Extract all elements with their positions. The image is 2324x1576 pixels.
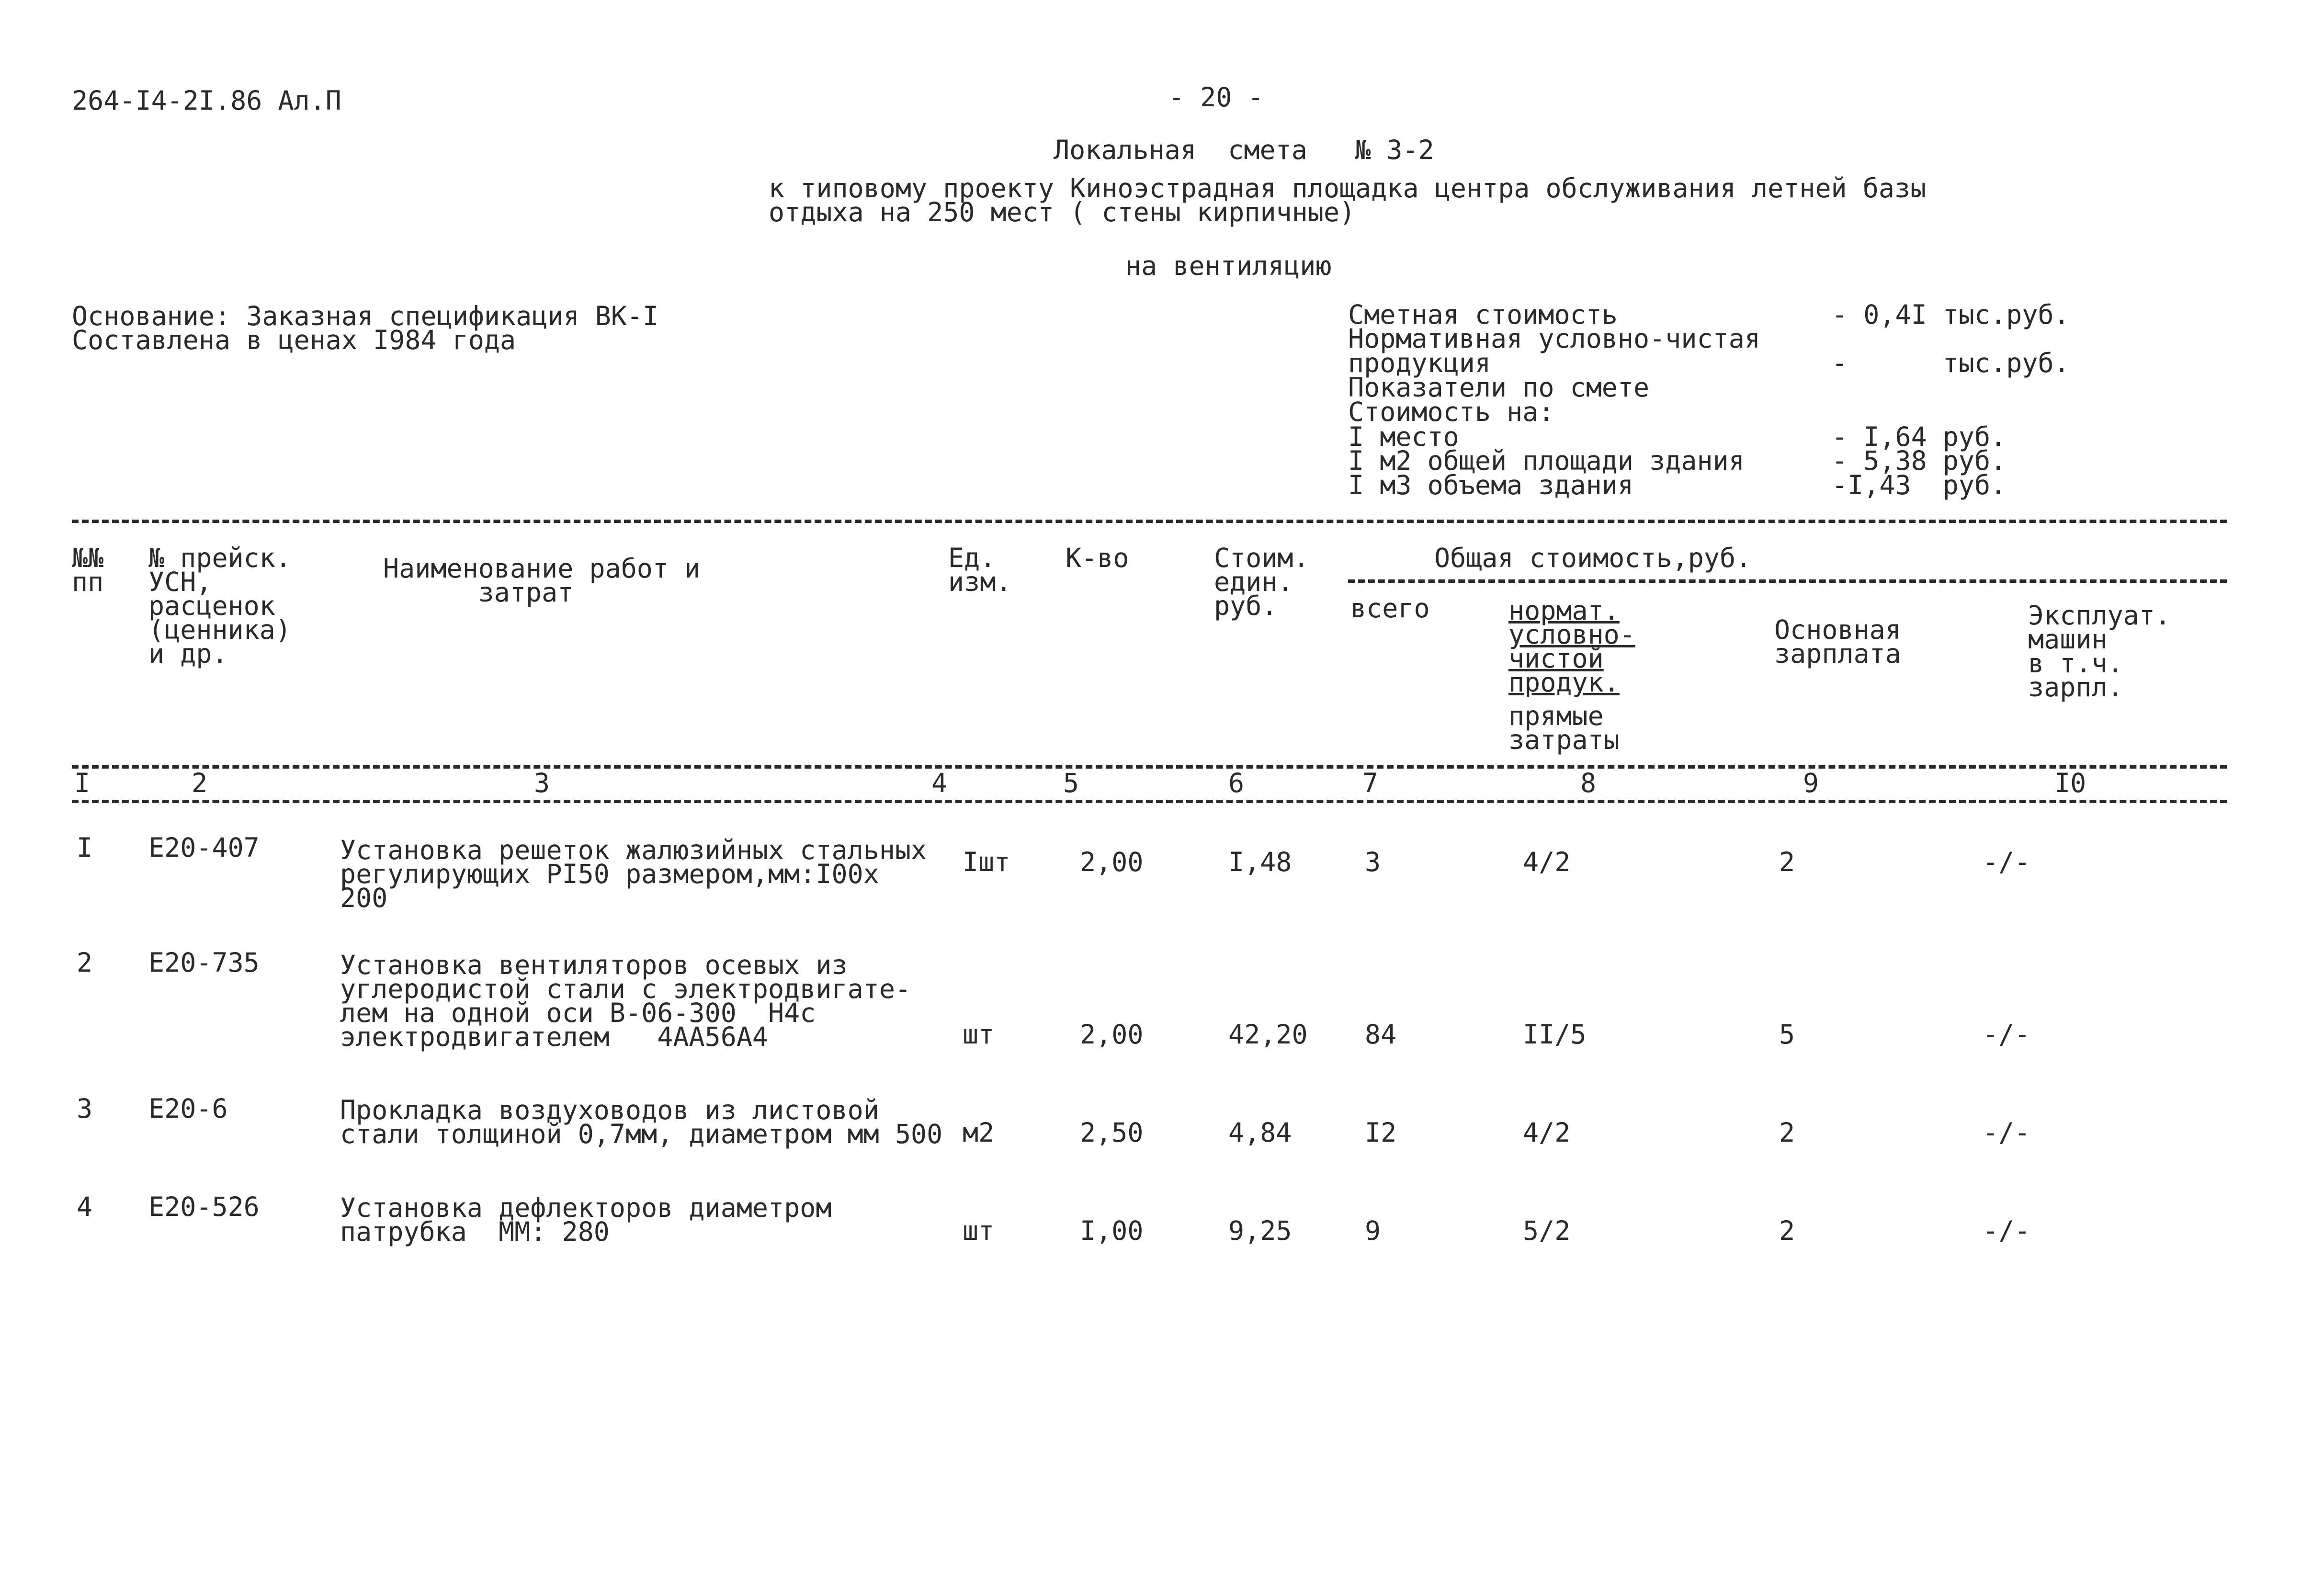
row-total: I2 bbox=[1365, 1117, 1397, 1148]
column-number: 3 bbox=[534, 768, 550, 798]
column-number: 8 bbox=[1580, 768, 1597, 798]
group-header-rule bbox=[1348, 579, 2227, 583]
summary-value: - I,64 руб. bbox=[1832, 421, 2007, 452]
col-header-wage: Основная зарплата bbox=[1774, 614, 1901, 669]
summary-label: I м2 общей площади здания bbox=[1348, 445, 1745, 476]
row-machine: -/- bbox=[1983, 847, 2030, 877]
row-unit: шт bbox=[963, 1019, 995, 1050]
summary-label: продукция bbox=[1348, 348, 1491, 378]
row-number: 4 bbox=[77, 1191, 93, 1222]
estimate-subtitle-line1: к типовому проекту Киноэстрадная площадка центра обслуживания летней базы bbox=[769, 173, 1927, 204]
column-number: 4 bbox=[931, 768, 948, 798]
row-number: 3 bbox=[77, 1093, 93, 1124]
summary-value: - тыс.руб. bbox=[1832, 348, 2070, 378]
summary-label: I место bbox=[1348, 421, 1459, 452]
row-name: Установка вентиляторов осевых из углеродистой стали с электродвигате- лем на одной оси В-06-300 Н4с электродвигателем 4АА56А4 bbox=[340, 950, 911, 1052]
column-number: 7 bbox=[1362, 768, 1379, 798]
row-unit-price: 42,20 bbox=[1228, 1019, 1308, 1050]
row-direct: 4/2 bbox=[1523, 1117, 1571, 1148]
col-header-machine: Эксплуат. машин в т.ч. зарпл. bbox=[2028, 600, 2171, 703]
row-name: Установка решеток жалюзийных стальных регулирующих РI50 размером,мм:I00х 200 bbox=[340, 835, 927, 913]
column-number: 9 bbox=[1803, 768, 1819, 798]
estimate-subtitle-line2: отдыха на 250 мест ( стены кирпичные) bbox=[769, 197, 1356, 227]
basis-line2: Составлена в ценах I984 года bbox=[72, 325, 516, 355]
row-direct: 5/2 bbox=[1523, 1215, 1571, 1246]
summary-label: Показатели по смете bbox=[1348, 372, 1650, 403]
row-wage: 2 bbox=[1779, 1215, 1795, 1246]
col-header-unit: Ед. изм. bbox=[948, 543, 1012, 597]
summary-value: - 0,4I тыс.руб. bbox=[1832, 299, 2070, 330]
column-number: 6 bbox=[1228, 768, 1245, 798]
estimate-title: Локальная смета № 3-2 bbox=[1054, 135, 1434, 165]
row-unit-price: I,48 bbox=[1228, 847, 1292, 877]
col-header-unit-price: Стоим. един. руб. bbox=[1214, 543, 1309, 621]
row-total: 84 bbox=[1365, 1019, 1397, 1050]
row-direct: 4/2 bbox=[1523, 847, 1571, 877]
col-header-normative: нормат. условно- чистой продук. bbox=[1508, 595, 1635, 698]
col-header-total: всего bbox=[1350, 593, 1430, 624]
estimate-section: на вентиляцию bbox=[1125, 250, 1332, 281]
summary-label: Нормативная условно-чистая bbox=[1348, 323, 1760, 354]
row-unit-price: 4,84 bbox=[1228, 1117, 1292, 1148]
col-header-total-group: Общая стоимость,руб. bbox=[1434, 543, 1752, 573]
summary-label: I м3 объема здания bbox=[1348, 470, 1634, 500]
row-number: 2 bbox=[77, 947, 93, 978]
summary-label: Сметная стоимость bbox=[1348, 299, 1618, 330]
row-number: I bbox=[77, 832, 93, 863]
row-qty: 2,00 bbox=[1080, 847, 1144, 877]
colnum-top-rule bbox=[72, 765, 2227, 769]
row-total: 9 bbox=[1365, 1215, 1381, 1246]
row-machine: -/- bbox=[1983, 1019, 2030, 1050]
col-header-name: Наименование работ и затрат bbox=[383, 553, 701, 608]
row-total: 3 bbox=[1365, 847, 1381, 877]
row-code: Е20-6 bbox=[148, 1093, 228, 1124]
row-unit: шт bbox=[963, 1215, 995, 1246]
colnum-bottom-rule bbox=[72, 800, 2227, 803]
table-top-rule bbox=[72, 520, 2227, 523]
row-code: Е20-526 bbox=[148, 1191, 260, 1222]
row-machine: -/- bbox=[1983, 1117, 2030, 1148]
column-number: 5 bbox=[1063, 768, 1079, 798]
row-wage: 2 bbox=[1779, 1117, 1795, 1148]
row-wage: 5 bbox=[1779, 1019, 1795, 1050]
row-qty: 2,50 bbox=[1080, 1117, 1144, 1148]
column-number: I bbox=[74, 768, 91, 798]
column-number: I0 bbox=[2054, 768, 2086, 798]
col-header-no: №№ пп bbox=[72, 543, 104, 597]
col-header-qty: К-во bbox=[1066, 543, 1129, 573]
page-number: - 20 - bbox=[1168, 82, 1264, 113]
row-code: Е20-407 bbox=[148, 832, 260, 863]
summary-label: Стоимость на: bbox=[1348, 397, 1554, 427]
row-qty: I,00 bbox=[1080, 1215, 1144, 1246]
col-header-code: № прейск. УСН, расценок (ценника) и др. bbox=[148, 543, 292, 669]
document-code: 264-I4-2I.86 Ал.П bbox=[72, 85, 341, 116]
row-machine: -/- bbox=[1983, 1215, 2030, 1246]
summary-value: -I,43 руб. bbox=[1832, 470, 2007, 500]
row-unit: Iшт bbox=[963, 847, 1010, 877]
row-wage: 2 bbox=[1779, 847, 1795, 877]
col-header-direct: прямые затраты bbox=[1508, 701, 1620, 755]
row-code: Е20-735 bbox=[148, 947, 260, 978]
row-unit: м2 bbox=[963, 1117, 995, 1148]
row-unit-price: 9,25 bbox=[1228, 1215, 1292, 1246]
column-number: 2 bbox=[192, 768, 208, 798]
summary-value: - 5,38 руб. bbox=[1832, 445, 2007, 476]
row-name: Установка дефлекторов диаметром патрубка ММ: 280 bbox=[340, 1192, 832, 1247]
row-qty: 2,00 bbox=[1080, 1019, 1144, 1050]
row-direct: II/5 bbox=[1523, 1019, 1587, 1050]
basis-line1: Основание: Заказная спецификация ВК-I bbox=[72, 301, 659, 331]
row-name: Прокладка воздуховодов из листовой стали толщиной 0,7мм, диаметром мм 500 bbox=[340, 1095, 943, 1149]
